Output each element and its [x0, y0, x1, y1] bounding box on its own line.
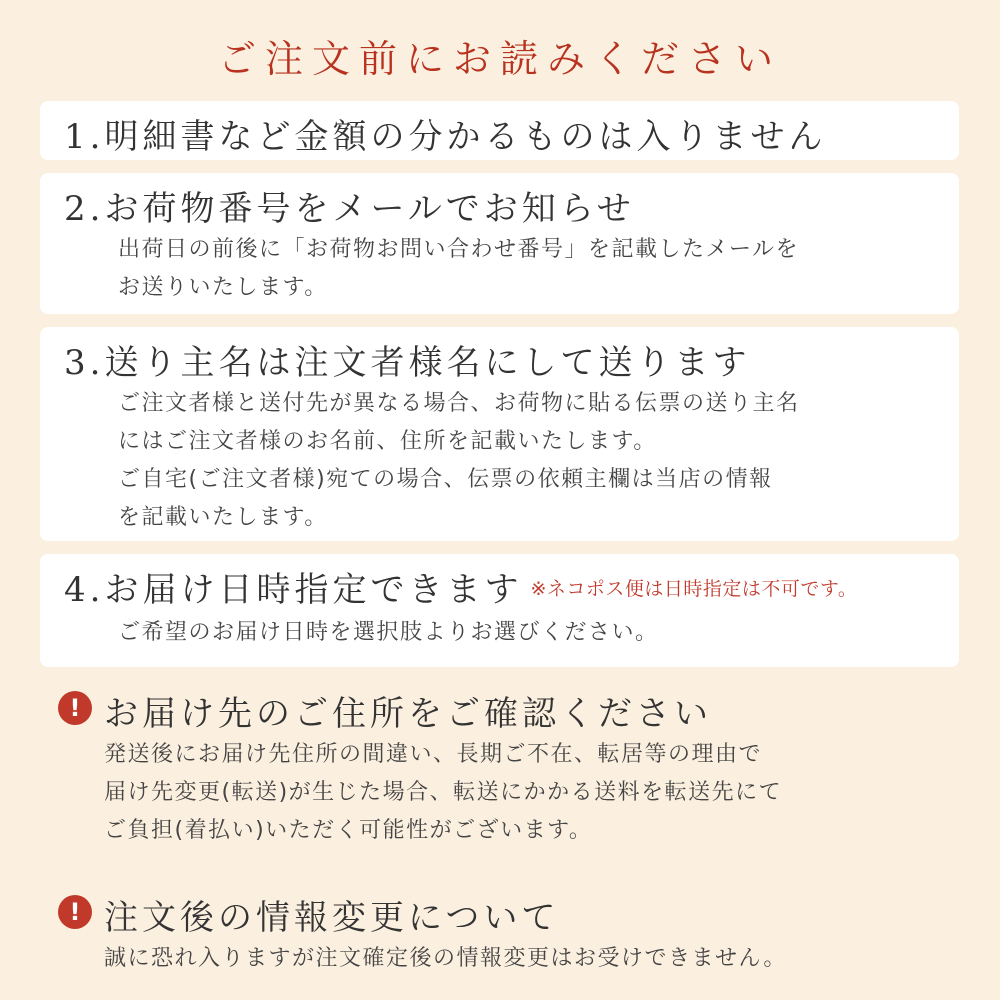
warning-info-change	[58, 890, 958, 980]
card-3-number: 3.	[64, 343, 105, 383]
warning-info-change-heading: 注文後の情報変更について	[104, 898, 560, 938]
card-2-number: 2.	[64, 189, 105, 229]
card-4-heading	[64, 562, 857, 611]
card-2-heading	[64, 181, 635, 230]
card-3-heading-text: 送り主名は注文者様名にして送ります	[104, 343, 751, 383]
card-4-note: ※ネコポス便は日時指定は不可です。	[530, 578, 858, 600]
card-3-line-3: ご自宅(ご注文者様)宛ての場合、伝票の依頼主欄は当店の情報	[118, 467, 773, 492]
card-3-body	[118, 385, 800, 537]
warning-address	[58, 686, 958, 856]
warning-address-line-2: 届け先変更(転送)が生じた場合、転送にかかる送料を転送先にて	[104, 780, 783, 805]
page-title: ご注文前にお読みください	[217, 37, 782, 81]
card-2-line-1: 出荷日の前後に「お荷物お問い合わせ番号」を記載したメールを	[118, 237, 800, 262]
exclamation-icon: !	[58, 691, 92, 725]
notice-card-4	[40, 554, 959, 667]
notice-card-1	[40, 101, 959, 160]
warning-info-change-line-1: 誠に恐れ入りますが注文確定後の情報変更はお受けできません。	[104, 946, 787, 971]
warning-address-heading: お届け先のご住所をご確認ください	[104, 694, 712, 734]
card-2-body	[118, 231, 799, 307]
card-3-heading	[64, 335, 750, 384]
card-1-heading	[64, 109, 826, 158]
card-2-line-2: お送りいたします。	[118, 275, 328, 300]
exclamation-icon: !	[58, 895, 92, 929]
card-4-body	[118, 614, 659, 652]
card-1-number: 1.	[64, 117, 105, 157]
card-2-heading-text: お荷物番号をメールでお知らせ	[104, 189, 635, 229]
card-4-heading-text: お届け日時指定できます	[104, 570, 523, 610]
card-3-line-2: にはご注文者様のお名前、住所を記載いたします。	[118, 429, 657, 454]
card-1-heading-text: 明細書など金額の分かるものは入りません	[104, 117, 827, 157]
warning-address-body	[104, 736, 782, 850]
warning-address-line-1: 発送後にお届け先住所の間違い、長期ご不在、転居等の理由で	[104, 742, 763, 767]
notice-card-3	[40, 327, 959, 541]
card-3-line-4: を記載いたします。	[118, 505, 328, 530]
notice-card-2	[40, 173, 959, 314]
card-3-line-1: ご注文者様と送付先が異なる場合、お荷物に貼る伝票の送り主名	[118, 391, 800, 416]
warning-info-change-body	[104, 940, 787, 978]
card-4-number: 4.	[64, 570, 105, 610]
warning-address-line-3: ご負担(着払い)いただく可能性がございます。	[104, 818, 593, 843]
card-4-line-1: ご希望のお届け日時を選択肢よりお選びください。	[118, 620, 659, 645]
